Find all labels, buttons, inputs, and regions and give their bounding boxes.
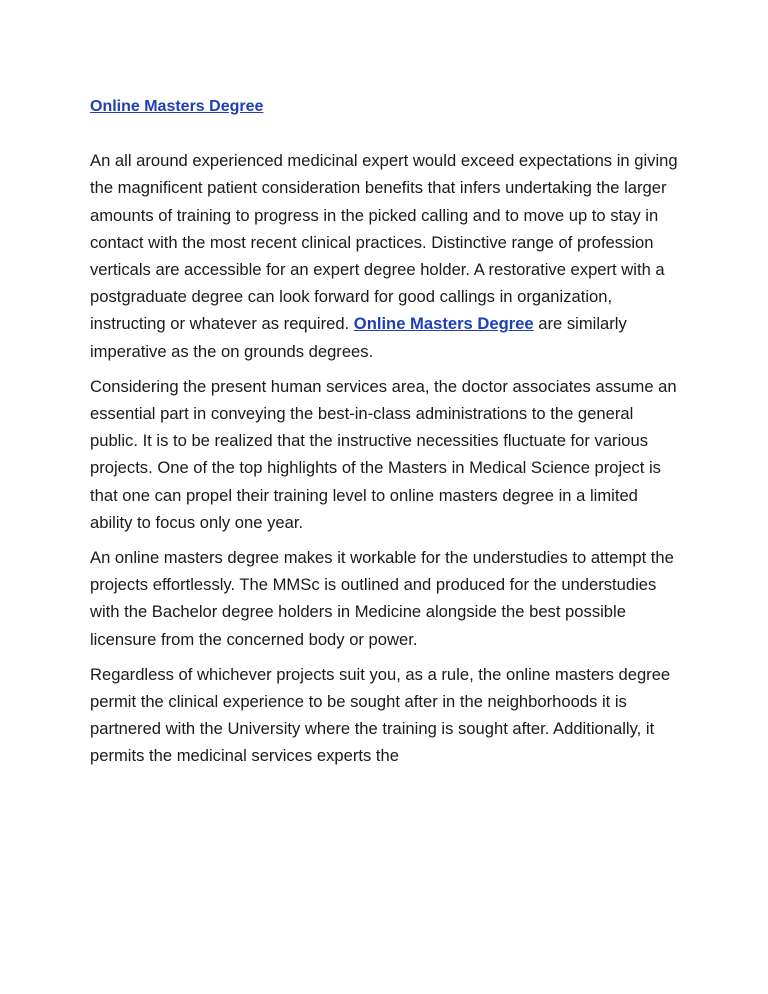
paragraph-1-text-after: are similarly imperative as the on grounds degrees.: [90, 314, 627, 361]
inline-link[interactable]: Online Masters Degree: [353, 314, 534, 334]
paragraph-1-text-before: An all around experienced medicinal expert would exceed expectations in giving the magnificent patient consideration benefits that infers undertaking the larger amounts of training to progress in the picked calling and to move up to stay in contact with the most recent clinical practices. Distinctive range of profession verticals are accessible for an expert degree holder. A restorative expert with a postgraduate degree can look forward for good callings in organization, instructing or whatever as required.: [90, 151, 678, 334]
title-link[interactable]: Online Masters Degree: [90, 98, 264, 115]
paragraph-1: [90, 147, 680, 365]
paragraph-3: An online masters degree makes it workable for the understudies to attempt the projects effortlessly. The MMSc is outlined and produced for the understudies with the Bachelor degree holders in Medicine alongside the best possible licensure from the concerned body or power.: [90, 548, 674, 649]
paragraph-2: Considering the present human services area, the doctor associates assume an essential part in conveying the best-in-class administrations to the general public. It is to be realized that the instructive necessities fluctuate for various projects. One of the top highlights of the Masters in Medical Science project is that one can propel their training level to online masters degree in a limited ability to focus only one year.: [90, 376, 677, 532]
document-body: [90, 92, 680, 778]
paragraph-4: Regardless of whichever projects suit you, as a rule, the online masters degree permit the clinical experience to be sought after in the neighborhoods it is partnered with the University where the training is sought after. Additionally, it permits the medicinal services experts the: [90, 664, 671, 766]
